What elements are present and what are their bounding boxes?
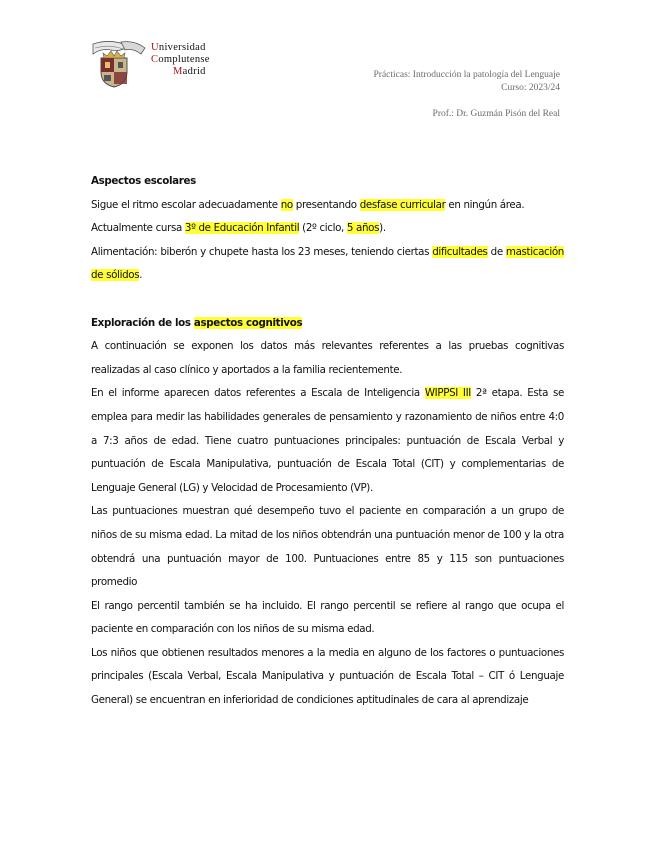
section-title-cognitive (91, 312, 564, 336)
paragraph-percentile: El rango percentil también se ha incluido. El rango percentil se refiere al rango que ocupa el paciente en comparación con los niños de su misma edad. (91, 599, 564, 636)
course-title: Prácticas: Introducción la patología del Lenguaje (373, 70, 560, 80)
course-header (374, 69, 561, 95)
course-year: Curso: 2023/24 (501, 83, 560, 93)
text-span: 2ª etapa. Esta se emplea para medir las habilidades generales de pensamiento y razonamiento de niños entre 4:0 a 7:3 años de edad. Tiene cuatro puntuaciones principales: puntuación de Escala Verbal y puntuación de Escala Manipulativa, puntuación de Escala Total (CIT) y complementarias de Lenguaje General (LG) y Velocidad de Procesamiento (VP). (91, 387, 565, 494)
paragraph-intro: A continuación se exponen los datos más relevantes referentes a las pruebas cognitivas realizadas al caso clínico y aportados a la familia recientemente. (91, 340, 564, 376)
logo-wordmark (151, 42, 210, 78)
paragraph-conclusion: Los niños que obtienen resultados menores a la media en alguno de los factores o puntuaciones principales (Escala Verbal, Escala Manipulativa y puntuación de Escala Total – CIT ó Lenguaje General) se encuentran en inferioridad de condiciones aptitudinales de cara al aprendizaje (91, 646, 564, 707)
text-span: En el informe aparecen datos referentes a Escala de Inteligencia (91, 387, 425, 400)
text-span: . (139, 269, 143, 282)
paragraph-wippsi (91, 382, 564, 500)
text-span: Sigue el ritmo escolar adecuadamente (91, 198, 281, 211)
logo-line-2: Complutense (151, 54, 210, 65)
highlighted-text: desfase curricular (359, 198, 446, 211)
text-span: Exploración de los (91, 316, 194, 329)
professor-name: Prof.: Dr. Guzmán Pisón del Real (432, 109, 560, 119)
highlighted-text: dificultades (432, 245, 488, 258)
highlighted-text: masticación de sólidos (91, 245, 564, 282)
text-span: presentando (292, 198, 360, 211)
highlighted-text: WIPPSI III (424, 387, 471, 400)
logo-line-1: Universidad (151, 42, 206, 53)
text-span: (2º ciclo, (299, 222, 347, 235)
university-logo (91, 38, 221, 88)
paragraph-scores: Las puntuaciones muestran qué desempeño tuvo el paciente en comparación a un grupo de niños de su misma edad. La mitad de los niños obtendrán una puntuación menor de 100 y la otra obtendrá una puntuación mayor de 100. Puntuaciones entre 85 y 115 son puntuaciones promedio (91, 505, 564, 589)
highlighted-text: no (280, 198, 293, 211)
paragraph-current-course (91, 217, 564, 241)
paragraph-school-rhythm (91, 194, 564, 218)
paragraph-feeding (91, 241, 564, 288)
highlighted-text: 5 años (346, 222, 380, 235)
text-span: Alimentación: biberón y chupete hasta los 23 meses, teniendo ciertas (91, 245, 433, 258)
logo-line-3: Madrid (173, 66, 206, 77)
highlighted-text: 3º de Educación Infantil (184, 222, 300, 235)
text-span: Actualmente cursa (91, 222, 185, 235)
university-seal-icon (91, 38, 149, 88)
highlighted-text: aspectos cognitivos (193, 316, 303, 329)
document-body (91, 170, 564, 713)
paragraph-spacer (91, 288, 564, 312)
text-span: de (487, 245, 506, 258)
section-title-school: Aspectos escolares (91, 175, 196, 187)
text-span: ). (379, 222, 386, 235)
text-span: en ningún área. (445, 198, 525, 211)
